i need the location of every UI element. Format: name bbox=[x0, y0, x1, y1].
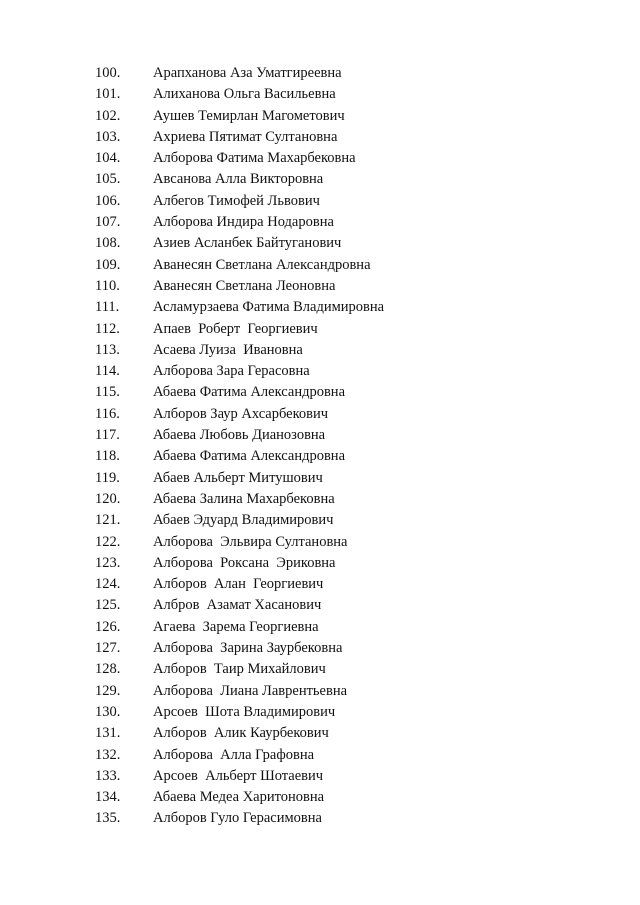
entry-name: Алборов Алан Георгиевич bbox=[153, 576, 324, 593]
list-item bbox=[95, 532, 384, 553]
list-item bbox=[95, 638, 384, 659]
entry-number: 103. bbox=[95, 128, 121, 145]
entry-number: 119. bbox=[95, 469, 120, 486]
entry-number: 110. bbox=[95, 277, 120, 294]
entry-name: Алборова Зарина Заурбековна bbox=[153, 640, 343, 657]
list-item bbox=[95, 766, 384, 787]
entry-name: Абаева Медеа Харитоновна bbox=[153, 789, 325, 806]
list-item bbox=[95, 212, 384, 233]
entry-name: Апаев Роберт Георгиевич bbox=[153, 320, 318, 337]
list-item bbox=[95, 319, 384, 340]
list-item bbox=[95, 510, 384, 531]
entry-number: 101. bbox=[95, 86, 121, 103]
entry-number: 109. bbox=[95, 256, 121, 273]
entry-name: Абаев Эдуард Владимирович bbox=[153, 512, 334, 529]
entry-number: 133. bbox=[95, 767, 121, 784]
entry-number: 129. bbox=[95, 682, 121, 699]
list-item bbox=[95, 617, 384, 638]
entry-name: Арсоев Альберт Шотаевич bbox=[153, 767, 324, 784]
entry-name: Алборова Фатима Махарбековна bbox=[153, 150, 356, 167]
list-item bbox=[95, 574, 384, 595]
entry-name: Алиханова Ольга Васильевна bbox=[153, 86, 336, 103]
entry-name: Аванесян Светлана Леоновна bbox=[153, 277, 336, 294]
entry-name: Алборова Зара Герасовна bbox=[153, 363, 310, 380]
entry-name: Алборов Алик Каурбекович bbox=[153, 725, 329, 742]
list-item bbox=[95, 702, 384, 723]
list-item bbox=[95, 169, 384, 190]
entry-number: 106. bbox=[95, 192, 121, 209]
entry-name: Арсоев Шота Владимирович bbox=[153, 703, 336, 720]
entry-name: Авсанова Алла Викторовна bbox=[153, 171, 324, 188]
entry-number: 112. bbox=[95, 320, 120, 337]
entry-number: 124. bbox=[95, 576, 121, 593]
entry-name: Албегов Тимофей Львович bbox=[153, 192, 320, 209]
entry-number: 115. bbox=[95, 384, 120, 401]
list-item bbox=[95, 489, 384, 510]
entry-name: Абаева Залина Махарбековна bbox=[153, 490, 335, 507]
list-item bbox=[95, 404, 384, 425]
list-item bbox=[95, 425, 384, 446]
list-item bbox=[95, 659, 384, 680]
entry-name: Абаева Любовь Дианозовна bbox=[153, 427, 326, 444]
list-item bbox=[95, 681, 384, 702]
entry-number: 132. bbox=[95, 746, 121, 763]
entry-number: 116. bbox=[95, 405, 120, 422]
entry-name: Асаева Луиза Ивановна bbox=[153, 341, 303, 358]
entry-number: 113. bbox=[95, 341, 120, 358]
entry-number: 107. bbox=[95, 214, 121, 231]
entry-name: Алборов Таир Михайлович bbox=[153, 661, 326, 678]
entry-number: 108. bbox=[95, 235, 121, 252]
entry-name: Алборова Индира Нодаровна bbox=[153, 214, 334, 231]
entry-name: Алборова Лиана Лаврентьевна bbox=[153, 682, 348, 699]
entry-number: 130. bbox=[95, 703, 121, 720]
entry-number: 114. bbox=[95, 363, 120, 380]
entry-number: 105. bbox=[95, 171, 121, 188]
entry-name: Алборова Эльвира Султановна bbox=[153, 533, 348, 550]
list-item bbox=[95, 553, 384, 574]
list-item bbox=[95, 106, 384, 127]
list-item bbox=[95, 340, 384, 361]
entry-number: 100. bbox=[95, 65, 121, 81]
list-item bbox=[95, 787, 384, 808]
entry-name: Асламурзаева Фатима Владимировна bbox=[153, 299, 385, 316]
entry-name: Алборов Гуло Герасимовна bbox=[153, 810, 322, 827]
list-item bbox=[95, 745, 384, 766]
list-item bbox=[95, 446, 384, 467]
entry-number: 126. bbox=[95, 618, 121, 635]
entry-name: Абаева Фатима Александровна bbox=[153, 384, 346, 401]
list-item bbox=[95, 595, 384, 616]
entry-name: Азиев Асланбек Байтуганович bbox=[153, 235, 342, 252]
list-item bbox=[95, 723, 384, 744]
list-item bbox=[95, 127, 384, 148]
entry-number: 118. bbox=[95, 448, 120, 465]
entry-name: Аушев Темирлан Магометович bbox=[153, 107, 345, 124]
entry-number: 127. bbox=[95, 640, 121, 657]
entry-number: 111. bbox=[95, 299, 120, 316]
entry-name: Алборова Роксана Эриковна bbox=[153, 554, 336, 571]
entry-number: 128. bbox=[95, 661, 121, 678]
entry-name: Арапханова Аза Уматгиреевна bbox=[153, 65, 342, 81]
entry-number: 134. bbox=[95, 789, 121, 806]
list-item bbox=[95, 382, 384, 403]
list-item bbox=[95, 276, 384, 297]
entry-name: Аванесян Светлана Александровна bbox=[153, 256, 371, 273]
entry-number: 104. bbox=[95, 150, 121, 167]
entry-name: Алборова Алла Графовна bbox=[153, 746, 315, 763]
list-item bbox=[95, 233, 384, 254]
entry-name: Албров Азамат Хасанович bbox=[153, 597, 322, 614]
entry-number: 122. bbox=[95, 533, 121, 550]
entry-number: 117. bbox=[95, 427, 120, 444]
list-item bbox=[95, 84, 384, 105]
list-item bbox=[95, 191, 384, 212]
entry-name: Ахриева Пятимат Султановна bbox=[153, 128, 338, 145]
list-item bbox=[95, 63, 384, 84]
entry-name: Агаева Зарема Георгиевна bbox=[153, 618, 319, 635]
list-item bbox=[95, 468, 384, 489]
list-item bbox=[95, 808, 384, 829]
entry-name: Алборов Заур Ахсарбекович bbox=[153, 405, 329, 422]
entry-number: 131. bbox=[95, 725, 121, 742]
entry-number: 102. bbox=[95, 107, 121, 124]
list-item bbox=[95, 297, 384, 318]
entry-number: 135. bbox=[95, 810, 121, 827]
entry-number: 120. bbox=[95, 490, 121, 507]
entry-number: 123. bbox=[95, 554, 121, 571]
entry-name: Абаев Альберт Митушович bbox=[153, 469, 323, 486]
name-list bbox=[95, 63, 384, 830]
list-item bbox=[95, 361, 384, 382]
list-item bbox=[95, 148, 384, 169]
list-item bbox=[95, 255, 384, 276]
entry-number: 125. bbox=[95, 597, 121, 614]
entry-name: Абаева Фатима Александровна bbox=[153, 448, 346, 465]
entry-number: 121. bbox=[95, 512, 121, 529]
